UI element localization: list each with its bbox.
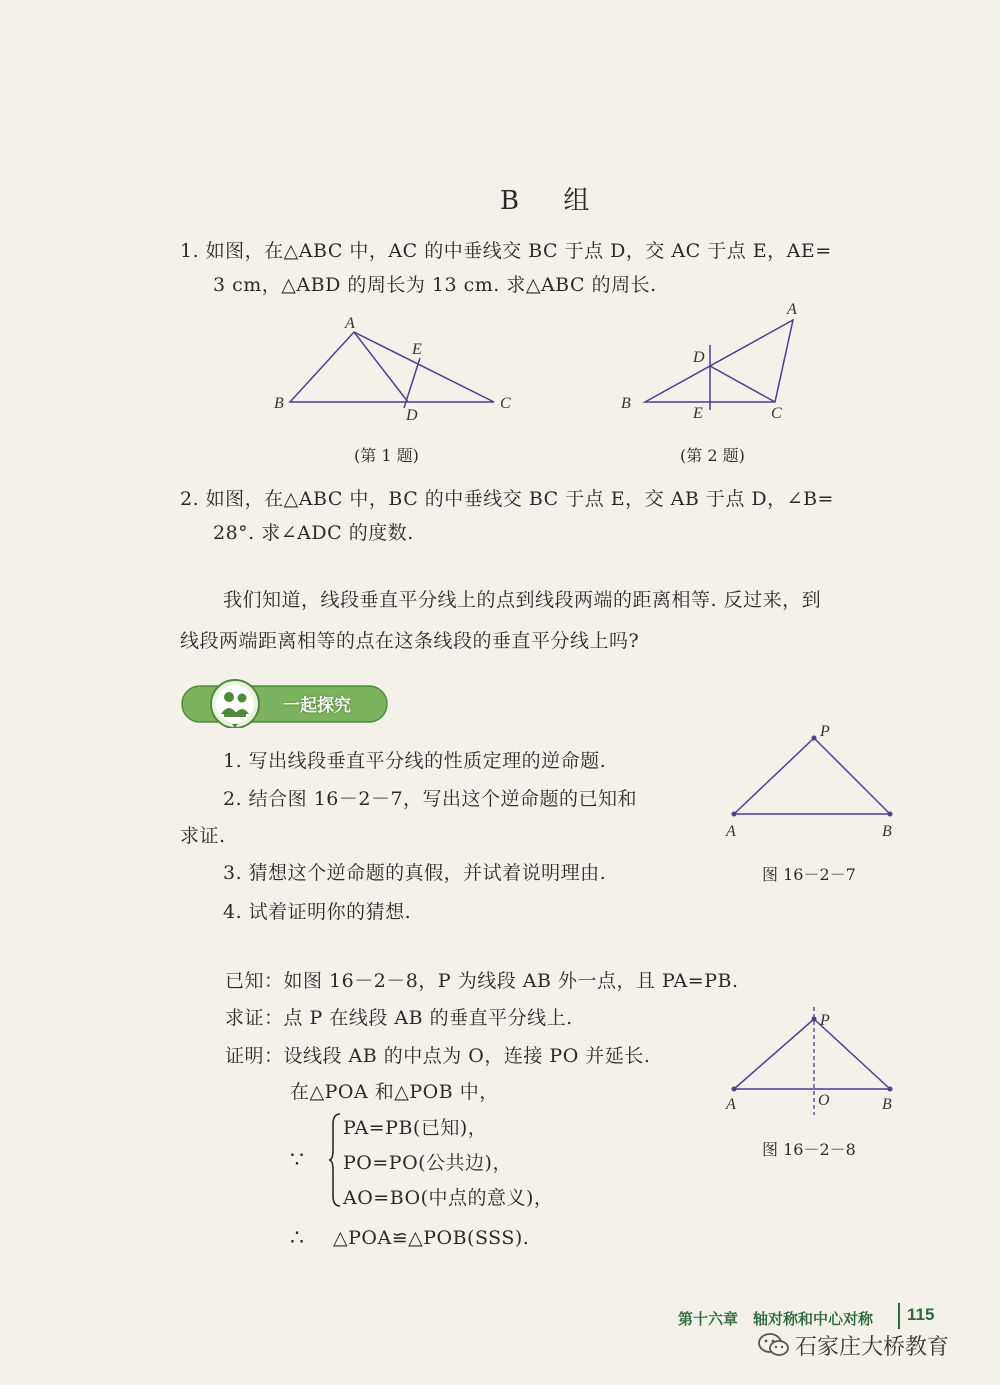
fig2-label-d: D <box>693 349 705 366</box>
fig1-label-e: E <box>412 341 422 358</box>
proof-cond2: PO=PO(公共边)， <box>343 1152 512 1174</box>
fig8-point-b <box>888 1087 893 1092</box>
fig1-caption: (第 1 题) <box>354 446 419 465</box>
intro-line1: 我们知道，线段垂直平分线上的点到线段两端的距离相等. 反过来，到 <box>223 589 822 611</box>
explore-item2a: 2. 结合图 16－2－7，写出这个逆命题的已知和 <box>223 788 638 810</box>
because-symbol: ∵ <box>290 1148 305 1173</box>
fig7-point-p <box>812 736 817 741</box>
fig7-label-b: B <box>882 823 892 840</box>
fig8-label-a: A <box>726 1096 736 1113</box>
fig2-label-b: B <box>621 395 631 412</box>
fig1-triangle-abc <box>290 332 494 402</box>
wechat-icon <box>757 1332 791 1358</box>
proof-conclusion: △POA≌△POB(SSS). <box>333 1227 530 1249</box>
fig8-label-o: O <box>818 1092 830 1109</box>
explore-badge-label: 一起探究 <box>283 696 351 716</box>
explore-item1: 1. 写出线段垂直平分线的性质定理的逆命题. <box>223 750 607 772</box>
figure-16-2-8 <box>720 1005 910 1120</box>
fig8-triangle-pab <box>734 1019 890 1089</box>
proof-cond1: PA=PB(已知)， <box>343 1117 488 1139</box>
problem1-line2: 3 cm，△ABD 的周长为 13 cm. 求△ABC 的周长. <box>213 274 657 296</box>
proof-prove: 求证：点 P 在线段 AB 的垂直平分线上. <box>225 1007 573 1029</box>
footer-divider <box>898 1303 900 1329</box>
fig1-perpendicular-de <box>404 358 420 408</box>
fig8-caption: 图 16－2－8 <box>762 1140 856 1159</box>
fig1-label-a: A <box>345 315 355 332</box>
proof-given: 已知：如图 16－2－8，P 为线段 AB 外一点，且 PA=PB. <box>225 970 739 992</box>
fig2-label-a: A <box>787 301 797 318</box>
footer-chapter: 第十六章 轴对称和中心对称 <box>678 1311 874 1328</box>
fig1-label-c: C <box>500 395 511 412</box>
footer-page-number: 115 <box>907 1305 935 1324</box>
proof-in-triangles: 在△POA 和△POB 中， <box>290 1081 499 1103</box>
left-brace <box>328 1112 342 1208</box>
problem2-line2: 28°. 求∠ADC 的度数. <box>213 522 414 544</box>
fig7-caption: 图 16－2－7 <box>762 865 856 884</box>
explore-item2b: 求证. <box>180 825 226 847</box>
fig7-label-a: A <box>726 823 736 840</box>
fig1-label-d: D <box>406 407 418 420</box>
problem2-line1: 2. 如图，在△ABC 中，BC 的中垂线交 BC 于点 E，交 AB 于点 D，∠B= <box>180 488 834 510</box>
fig7-point-b <box>888 812 893 817</box>
fig7-label-p: P <box>820 723 830 740</box>
fig8-label-b: B <box>882 1096 892 1113</box>
fig2-triangle-abc <box>645 320 793 402</box>
fig2-segment-dc <box>710 366 775 402</box>
fig2-label-e: E <box>693 405 703 422</box>
proof-start: 证明：设线段 AB 的中点为 O，连接 PO 并延长. <box>225 1045 651 1067</box>
proof-cond3: AO=BO(中点的意义)， <box>343 1187 554 1209</box>
fig1-segment-ad <box>354 332 408 402</box>
fig1-label-b: B <box>274 395 284 412</box>
therefore-symbol: ∴ <box>290 1226 305 1251</box>
section-title: B 组 <box>500 186 608 216</box>
figure-16-2-7 <box>720 718 910 843</box>
fig2-caption: (第 2 题) <box>680 446 745 465</box>
fig8-point-a <box>732 1087 737 1092</box>
problem1-line1: 1. 如图，在△ABC 中，AC 的中垂线交 BC 于点 D，交 AC 于点 E，AE= <box>180 240 832 262</box>
figure-problem1 <box>270 310 520 420</box>
fig7-triangle-pab <box>734 738 890 814</box>
figure-problem2 <box>615 300 815 425</box>
explore-item4: 4. 试着证明你的猜想. <box>223 901 412 923</box>
fig7-point-a <box>732 812 737 817</box>
intro-line2: 线段两端距离相等的点在这条线段的垂直平分线上吗? <box>180 630 640 652</box>
fig8-point-p <box>812 1017 817 1022</box>
watermark-text: 石家庄大桥教育 <box>795 1335 950 1360</box>
fig8-label-p: P <box>820 1012 830 1029</box>
fig2-label-c: C <box>771 405 782 422</box>
explore-item3: 3. 猜想这个逆命题的真假，并试着说明理由. <box>223 862 607 884</box>
